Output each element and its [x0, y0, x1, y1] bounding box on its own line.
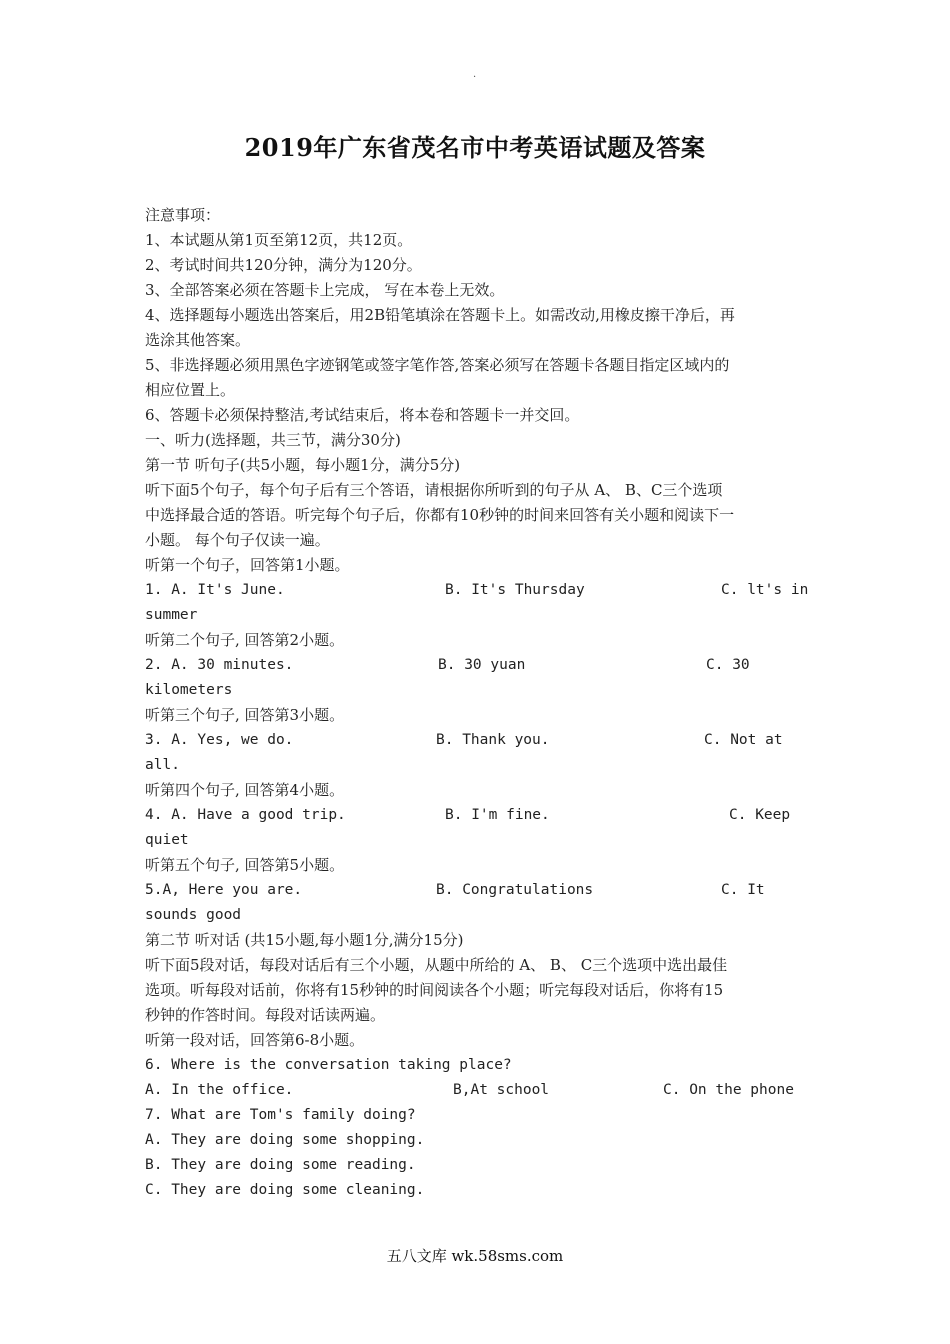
question-prompt: 听第一个句子，回答第1小题。	[145, 556, 350, 574]
option-b: B. I'm fine.	[445, 807, 550, 823]
question-options	[145, 653, 810, 678]
option-a: 5.A, Here you are.	[145, 882, 303, 898]
option-a: A. They are doing some shopping.	[145, 1132, 425, 1148]
instruction-line: 听下面5个句子，每个句子后有三个答语，请根据你所听到的句子从 A、 B、C三个选项	[145, 481, 723, 499]
question-prompt: 听第五个句子, 回答第5小题。	[145, 856, 345, 874]
option-wrap: all.	[145, 757, 180, 773]
option-c: C. Keep	[729, 807, 791, 823]
option-a: 1. A. It's June.	[145, 582, 285, 598]
option-wrap: summer	[145, 607, 198, 623]
option-c: C. lt's in	[721, 582, 809, 598]
option-c: C. It	[721, 882, 765, 898]
option-b: B. Congratulations	[436, 882, 594, 898]
question-options	[145, 578, 810, 603]
option-b: B. 30 yuan	[438, 657, 526, 673]
option-c: C. They are doing some cleaning.	[145, 1182, 425, 1198]
document-body	[145, 203, 810, 1203]
instruction-line: 秒钟的作答时间。每段对话读两遍。	[145, 1006, 386, 1024]
question-options	[145, 803, 810, 828]
question-options	[145, 728, 810, 753]
option-a: 2. A. 30 minutes.	[145, 657, 294, 673]
note-item: 1、本试题从第1页至第12页，共12页。	[145, 231, 413, 249]
question-options	[145, 1078, 810, 1103]
option-a: A. In the office.	[145, 1082, 294, 1098]
note-item: 4、选择题每小题选出答案后，用2B铅笔填涂在答题卡上。如需改动,用橡皮擦干净后，再	[145, 306, 735, 324]
option-b: B,At school	[453, 1082, 550, 1098]
header-mark: ·	[473, 72, 477, 83]
instruction-line: 小题。 每个句子仅读一遍。	[145, 531, 330, 549]
note-item: 2、考试时间共120分钟，满分为120分。	[145, 256, 422, 274]
option-a: 4. A. Have a good trip.	[145, 807, 346, 823]
question-text: 7. What are Tom's family doing?	[145, 1107, 416, 1123]
question-prompt: 听第二个句子, 回答第2小题。	[145, 631, 345, 649]
note-item: 3、全部答案必须在答题卡上完成， 写在本卷上无效。	[145, 281, 505, 299]
part-title: 第二节 听对话 (共15小题,每小题1分,满分15分)	[145, 931, 464, 949]
instruction-line: 听下面5段对话，每段对话后有三个小题，从题中所给的 A、 B、 C三个选项中选出最佳	[145, 956, 728, 974]
part-title: 第一节 听句子(共5小题，每小题1分，满分5分)	[145, 456, 461, 474]
section-title: 一、听力(选择题，共三节，满分30分)	[145, 431, 401, 449]
footer-watermark: 五八文库 wk.58sms.com	[386, 1247, 564, 1265]
option-wrap: quiet	[145, 832, 189, 848]
question-text: 6. Where is the conversation taking place?	[145, 1057, 512, 1073]
option-b: B. They are doing some reading.	[145, 1157, 416, 1173]
note-item: 相应位置上。	[145, 381, 236, 399]
note-item: 5、非选择题必须用黑色字迹钢笔或签字笔作答,答案必须写在答题卡各题目指定区域内的	[145, 356, 730, 374]
instruction-line: 中选择最合适的答语。听完每个句子后，你都有10秒钟的时间来回答有关小题和阅读下一	[145, 506, 735, 524]
option-c: C. 30	[706, 657, 750, 673]
note-item: 选涂其他答案。	[145, 331, 251, 349]
option-wrap: sounds good	[145, 907, 242, 923]
question-options	[145, 878, 810, 903]
page-title: 2019年广东省茂名市中考英语试题及答案	[244, 133, 706, 162]
note-item: 6、答题卡必须保持整洁,考试结束后，将本卷和答题卡一并交回。	[145, 406, 580, 424]
option-b: B. It's Thursday	[445, 582, 585, 598]
option-c: C. On the phone	[663, 1082, 794, 1098]
question-prompt: 听第四个句子, 回答第4小题。	[145, 781, 345, 799]
question-prompt: 听第三个句子, 回答第3小题。	[145, 706, 345, 724]
notes-heading: 注意事项：	[145, 206, 221, 224]
option-a: 3. A. Yes, we do.	[145, 732, 294, 748]
option-wrap: kilometers	[145, 682, 233, 698]
option-c: C. Not at	[704, 732, 783, 748]
option-b: B. Thank you.	[436, 732, 550, 748]
question-prompt: 听第一段对话，回答第6-8小题。	[145, 1031, 365, 1049]
instruction-line: 选项。听每段对话前，你将有15秒钟的时间阅读各个小题；听完每段对话后，你将有15	[145, 981, 724, 999]
